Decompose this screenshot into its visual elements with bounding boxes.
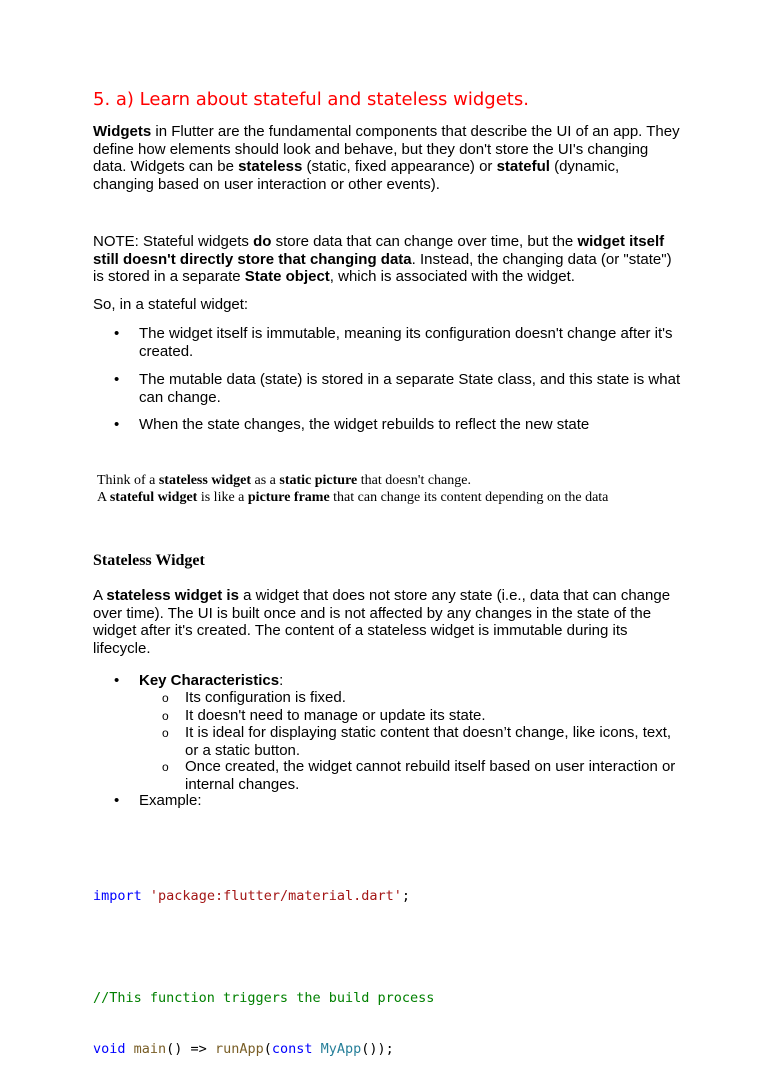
list-item-text: The widget itself is immutable, meaning its configuration doesn't change after it's created. <box>139 325 673 360</box>
code-function: runApp <box>214 1041 264 1057</box>
stateless-term: stateless <box>238 158 303 175</box>
stateless-paragraph <box>93 587 683 657</box>
analogy-text: Think of a <box>97 473 159 488</box>
code-keyword: const <box>271 1041 313 1057</box>
code-class: MyApp <box>320 1041 362 1057</box>
note-state-object: State object <box>244 268 330 285</box>
analogy-text: that doesn't change. <box>357 473 471 488</box>
key-characteristics-item <box>139 672 684 690</box>
bullet-icon: • <box>114 325 120 342</box>
intro-paragraph <box>93 123 683 193</box>
code-keyword: import <box>93 888 142 904</box>
list-item-text: When the state changes, the widget rebuilds to reflect the new state <box>139 416 590 433</box>
sub-list-item-text: It doesn't need to manage or update its state. <box>185 707 486 724</box>
bullet-icon: • <box>114 371 120 388</box>
bullet-icon: • <box>114 416 120 433</box>
code-string: 'package:flutter/material.dart' <box>149 888 402 904</box>
code-block <box>93 854 683 1092</box>
note-text-3: . Instead, the changing data (or "state") is stored in a separate <box>93 250 672 285</box>
note-do: do <box>253 233 272 250</box>
circle-bullet-icon: o <box>162 760 169 774</box>
note-widget-emphasis: widget itself still doesn't directly store that changing data <box>93 233 665 268</box>
note-paragraph <box>93 233 683 286</box>
intro-text-3: (dynamic, changing based on user interaction or other events). <box>93 158 620 193</box>
analogy-bold: picture frame <box>247 490 330 505</box>
stateless-widget-heading: Stateless Widget <box>93 552 205 569</box>
sub-list-item-text: It is ideal for displaying static content that doesn’t change, like icons, text, or a static button. <box>185 724 672 759</box>
widgets-term: Widgets <box>93 123 152 140</box>
circle-bullet-icon: o <box>162 726 169 740</box>
example-label: Example: <box>139 792 202 809</box>
so-line: So, in a stateful widget: <box>93 296 249 313</box>
analogy-bold: stateless widget <box>158 473 251 488</box>
analogy-line-1 <box>97 472 687 489</box>
bullet-icon: • <box>114 672 120 689</box>
intro-text-1: in Flutter are the fundamental components that describe the UI of an app. They define how elements should look and behave, but they don't store the UI's changing data. Widgets can be <box>93 123 680 175</box>
code-comment: //This function triggers the build process <box>93 990 435 1006</box>
circle-bullet-icon: o <box>162 709 169 723</box>
analogy-text: is like a <box>197 490 248 505</box>
analogy-bold: stateful widget <box>109 490 198 505</box>
bullet-icon: • <box>114 792 120 809</box>
code-punct: ()); <box>361 1041 394 1057</box>
analogy-bold: static picture <box>279 473 358 488</box>
code-function: main <box>133 1041 167 1057</box>
analogy-block <box>97 472 687 506</box>
intro-text-2: (static, fixed appearance) or <box>302 158 497 175</box>
sub-list-item-text: Its configuration is fixed. <box>185 689 346 706</box>
stateless-bold: stateless widget is <box>106 587 239 604</box>
code-punct: ; <box>401 888 411 904</box>
list-item-text: The mutable data (state) is stored in a separate State class, and this state is what can change. <box>139 371 681 406</box>
stateful-term: stateful <box>496 158 550 175</box>
analogy-text: as a <box>250 473 280 488</box>
stateless-text-1: A <box>93 587 107 604</box>
analogy-line-2 <box>97 489 687 506</box>
sub-list-item-text: Once created, the widget cannot rebuild itself based on user interaction or internal changes. <box>185 758 676 793</box>
note-text-4: , which is associated with the widget. <box>329 268 575 285</box>
circle-bullet-icon: o <box>162 691 169 705</box>
colon: : <box>279 672 284 689</box>
key-characteristics-label: Key Characteristics <box>139 672 280 689</box>
section-heading: 5. a) Learn about stateful and stateless widgets. <box>93 89 529 110</box>
note-text-2: store data that can change over time, but the <box>271 233 578 250</box>
code-punct: () => <box>166 1041 215 1057</box>
code-line-import <box>93 888 683 905</box>
code-line-main <box>93 1041 683 1058</box>
analogy-text: that can change its content depending on the data <box>329 490 609 505</box>
analogy-text: A <box>97 490 110 505</box>
code-keyword: void <box>93 1041 126 1057</box>
stateless-text-2: a widget that does not store any state (i.e., data that can change over time). The UI is built once and is not affected by any changes in the state of the widget after it's created. The content of a stateless widget is immutable during its lifecycle. <box>93 587 671 657</box>
code-line-blank <box>93 939 683 956</box>
code-punct: ( <box>263 1041 272 1057</box>
note-text-1: NOTE: Stateful widgets <box>93 233 254 250</box>
